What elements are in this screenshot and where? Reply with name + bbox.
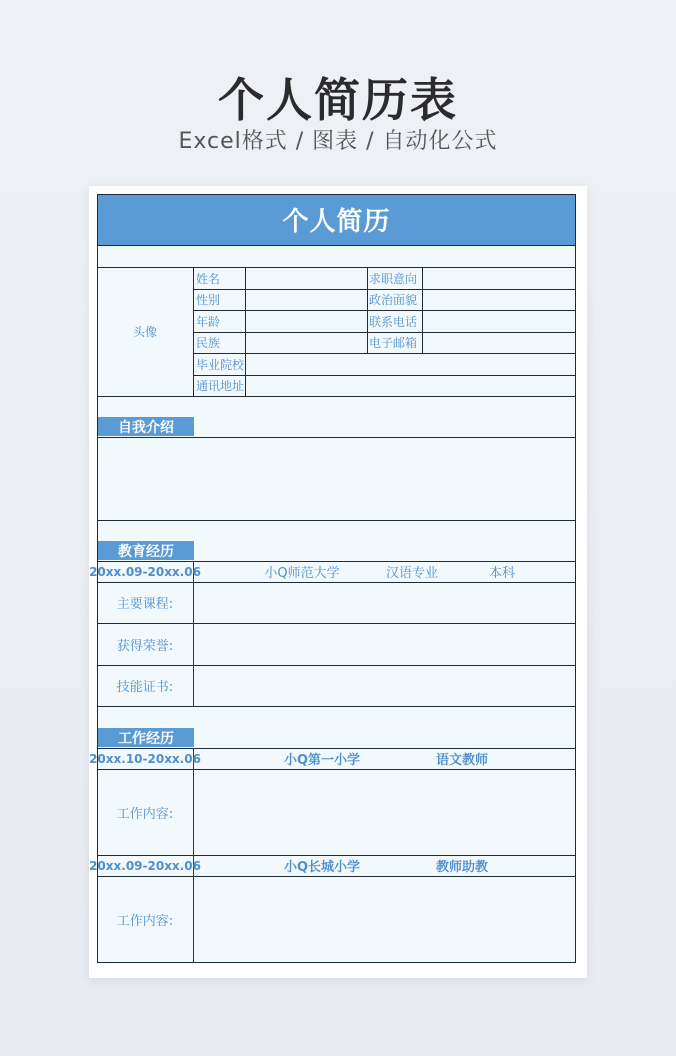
grid-line [97,706,576,707]
grid-line [97,245,576,246]
courses-label: 主要课程: [116,597,174,612]
name-field[interactable] [246,268,367,289]
edu-school: 小Q师范大学 [264,566,340,581]
certs-label: 技能证书: [116,680,174,695]
label-address: 通讯地址 [196,379,245,393]
label-age: 年龄 [196,314,221,329]
resume-sheet [89,194,576,963]
work-content-field-2[interactable] [194,877,576,962]
job-target-field[interactable] [423,268,576,289]
edu-period: 20xx.09-20xx.06 [89,564,201,579]
edu-degree: 本科 [488,566,515,581]
address-field[interactable] [246,376,576,396]
page-title: 个人简历表 [218,73,458,127]
work-org-1: 小Q第一小学 [283,753,361,768]
section-tab-work: 工作经历 [98,728,194,747]
courses-field[interactable] [194,583,576,623]
school-field[interactable] [246,354,576,375]
political-field[interactable] [423,290,576,310]
honors-label: 获得荣誉: [116,638,174,654]
self-intro-field[interactable] [98,438,575,519]
work-content-field-1[interactable] [194,770,576,855]
grid-line [97,396,576,397]
label-political: 政治面貌 [369,293,418,307]
sheet-title: 个人简历 [97,194,576,245]
section-tab-self-intro: 自我介绍 [98,417,194,436]
ethnicity-field[interactable] [246,333,367,353]
label-ethnicity: 民族 [196,336,221,350]
edu-major: 汉语专业 [385,566,438,581]
work-content-label-2: 工作内容: [116,914,174,929]
work-org-2: 小Q长城小学 [283,860,361,875]
grid-line [193,267,194,396]
photo-placeholder: 头像 [132,325,157,339]
work-role-2: 教师助教 [435,860,488,875]
work-period-2: 20xx.09-20xx.06 [89,858,201,873]
age-field[interactable] [246,311,367,332]
section-tab-education: 教育经历 [98,541,194,560]
honors-field[interactable] [194,624,576,665]
email-field[interactable] [423,333,576,353]
label-phone: 联系电话 [369,314,418,329]
label-email: 电子邮箱 [369,336,418,350]
page-subtitle: Excel格式 / 图表 / 自动化公式 [178,129,498,154]
work-period-1: 20xx.10-20xx.06 [89,751,201,766]
certs-field[interactable] [194,666,576,706]
label-job-target: 求职意向 [369,271,418,286]
grid-line [367,267,368,353]
label-school: 毕业院校 [196,357,245,372]
grid-line [97,520,576,521]
work-role-1: 语文教师 [435,753,488,768]
label-name: 姓名 [196,271,221,286]
work-content-label-1: 工作内容: [116,806,174,822]
gender-field[interactable] [246,290,367,310]
phone-field[interactable] [423,311,576,332]
label-gender: 性别 [196,293,221,307]
